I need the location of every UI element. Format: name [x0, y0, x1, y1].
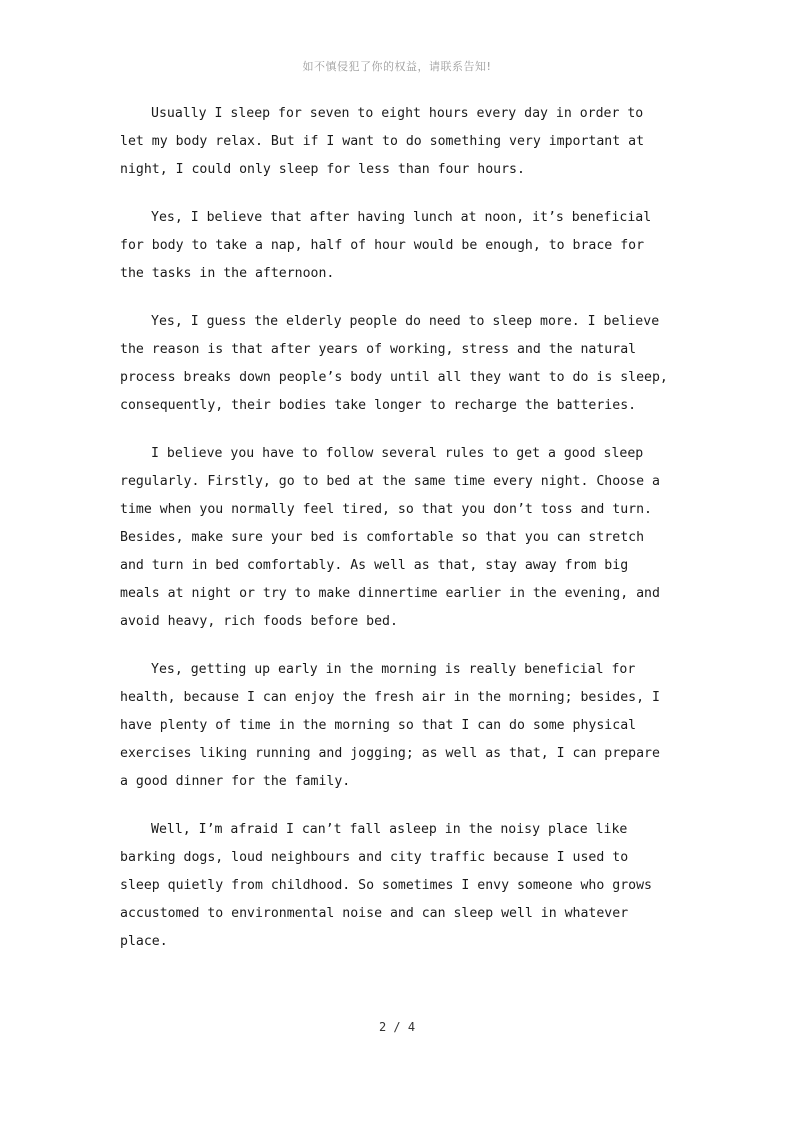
paragraph-sleep-hours: Usually I sleep for seven to eight hours every day in order to let my body relax. But if I want to do something very important at night, I could only sleep for less than four hours. — [120, 106, 645, 177]
header-notice: 如不慎侵犯了你的权益，请联系告知! — [302, 60, 492, 73]
paragraph-elderly-sleep: Yes, I guess the elderly people do need to sleep more. I believe the reason is that after years of working, stress and the natural process breaks down people’s body until all they want to do is sleep, consequently, their bodies take longer to recharge the batteries. — [120, 314, 668, 413]
page-number: 2 / 4 — [378, 1020, 416, 1034]
document-body — [120, 100, 670, 976]
paragraph-early-rising: Yes, getting up early in the morning is really beneficial for health, because I can enjoy the fresh air in the morning; besides, I have plenty of time in the morning so that I can do some physical exercises liking running and jogging; as well as that, I can prepare a good dinner for the family. — [120, 662, 660, 789]
paragraph-noise: Well, I’m afraid I can’t fall asleep in the noisy place like barking dogs, loud neighbours and city traffic because I used to sleep quietly from childhood. So sometimes I envy someone who grows accustomed to environmental noise and can sleep well in whatever place. — [120, 822, 652, 949]
paragraph-sleep-rules: I believe you have to follow several rules to get a good sleep regularly. Firstly, go to bed at the same time every night. Choose a time when you normally feel tired, so that you don’t toss and turn. Besides, make sure your bed is comfortable so that you can stretch and turn in bed comfortably. As well as that, stay away from big meals at night or try to make dinnertime earlier in the evening, and avoid heavy, rich foods before bed. — [120, 446, 660, 629]
paragraph-nap: Yes, I believe that after having lunch at noon, it’s beneficial for body to take a nap, half of hour would be enough, to brace for the tasks in the afternoon. — [120, 210, 652, 281]
